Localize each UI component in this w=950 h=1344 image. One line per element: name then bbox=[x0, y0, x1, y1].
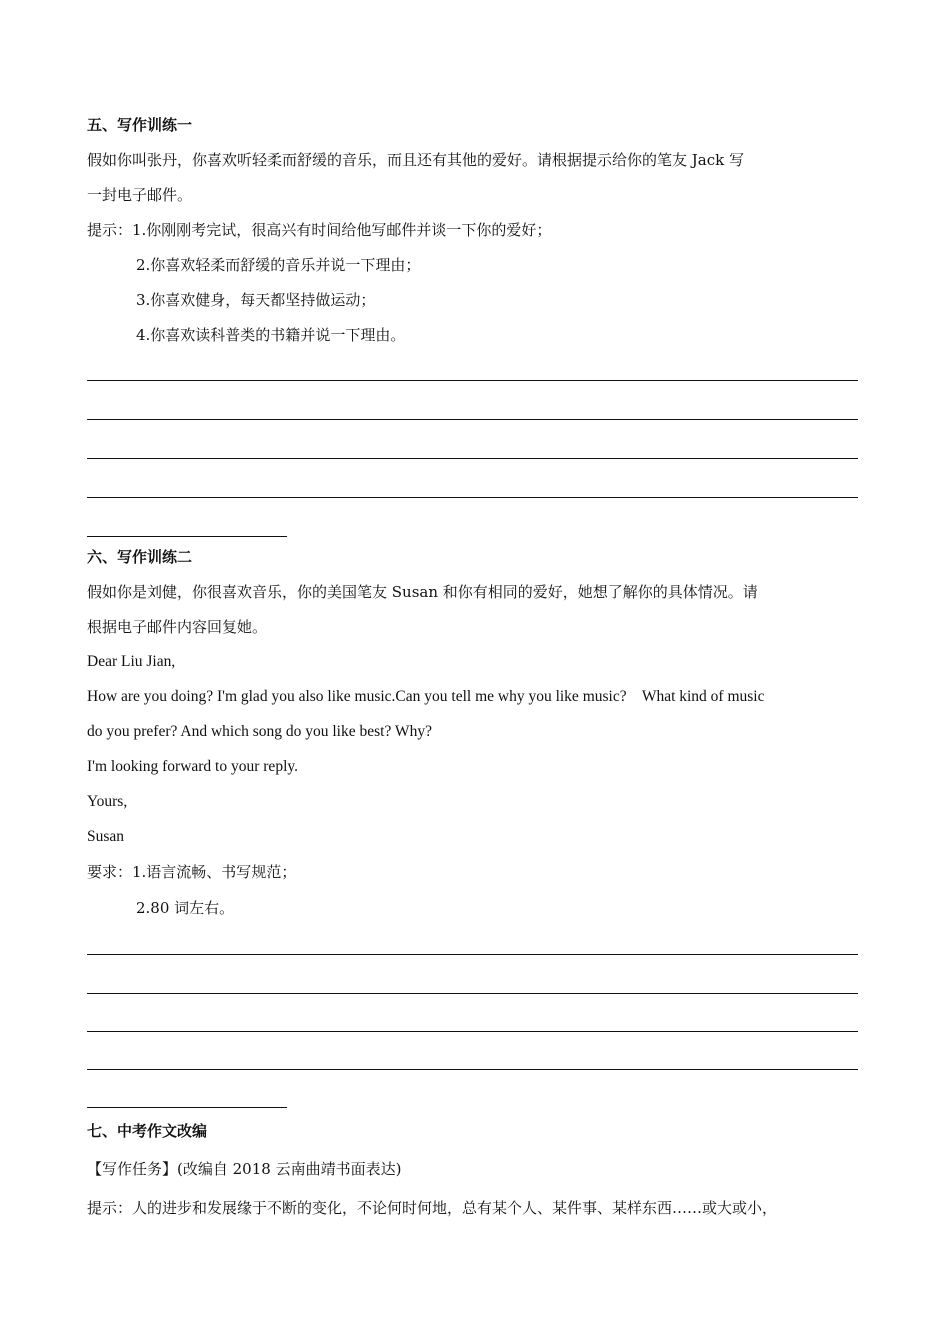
letter-closing: Yours, bbox=[87, 793, 128, 810]
section-6-requirement-1: 要求：1.语言流畅、书写规范； bbox=[87, 863, 297, 881]
section-5-hint-1: 提示：1.你刚刚考完试，很高兴有时间给他写邮件并谈一下你的爱好； bbox=[87, 221, 552, 239]
letter-body-line-2: do you prefer? And which song do you like best? Why? bbox=[87, 723, 432, 740]
section-5-prompt-line-1: 假如你叫张丹，你喜欢听轻柔而舒缓的音乐，而且还有其他的爱好。请根据提示给你的笔友 Jack 写 bbox=[87, 151, 744, 169]
answer-line bbox=[87, 497, 858, 498]
answer-line bbox=[87, 380, 858, 381]
answer-line bbox=[87, 954, 858, 955]
letter-body-line-1: How are you doing? I'm glad you also like music.Can you tell me why you like music? What kind of music bbox=[87, 688, 765, 705]
section-6-heading: 六、写作训练二 bbox=[87, 548, 193, 566]
answer-line-short bbox=[87, 536, 287, 537]
section-5-prompt-line-2: 一封电子邮件。 bbox=[87, 186, 193, 204]
letter-signature: Susan bbox=[87, 828, 125, 845]
section-5-heading: 五、写作训练一 bbox=[87, 116, 193, 134]
answer-line bbox=[87, 419, 858, 420]
answer-line bbox=[87, 1031, 858, 1032]
letter-body-line-3: I'm looking forward to your reply. bbox=[87, 758, 298, 775]
section-6-prompt-line-1: 假如你是刘健，你很喜欢音乐，你的美国笔友 Susan 和你有相同的爱好，她想了解你的具体情况。请 bbox=[87, 583, 758, 601]
section-5-hint-3: 3.你喜欢健身，每天都坚持做运动； bbox=[136, 291, 376, 309]
answer-line-short bbox=[87, 1107, 287, 1108]
answer-line bbox=[87, 993, 858, 994]
section-6-prompt-line-2: 根据电子邮件内容回复她。 bbox=[87, 618, 268, 636]
section-7-hint: 提示：人的进步和发展缘于不断的变化，不论何时何地，总有某个人、某件事、某样东西……或大或小， bbox=[87, 1199, 778, 1217]
answer-line bbox=[87, 458, 858, 459]
section-5-hint-2: 2.你喜欢轻柔而舒缓的音乐并说一下理由； bbox=[136, 256, 421, 274]
section-6-requirement-2: 2.80 词左右。 bbox=[136, 899, 235, 917]
letter-greeting: Dear Liu Jian, bbox=[87, 653, 176, 670]
section-7-task: 【写作任务】(改编自 2018 云南曲靖书面表达) bbox=[87, 1160, 402, 1178]
answer-line bbox=[87, 1069, 858, 1070]
section-5-hint-4: 4.你喜欢读科普类的书籍并说一下理由。 bbox=[136, 326, 406, 344]
section-7-heading: 七、中考作文改编 bbox=[87, 1122, 208, 1140]
